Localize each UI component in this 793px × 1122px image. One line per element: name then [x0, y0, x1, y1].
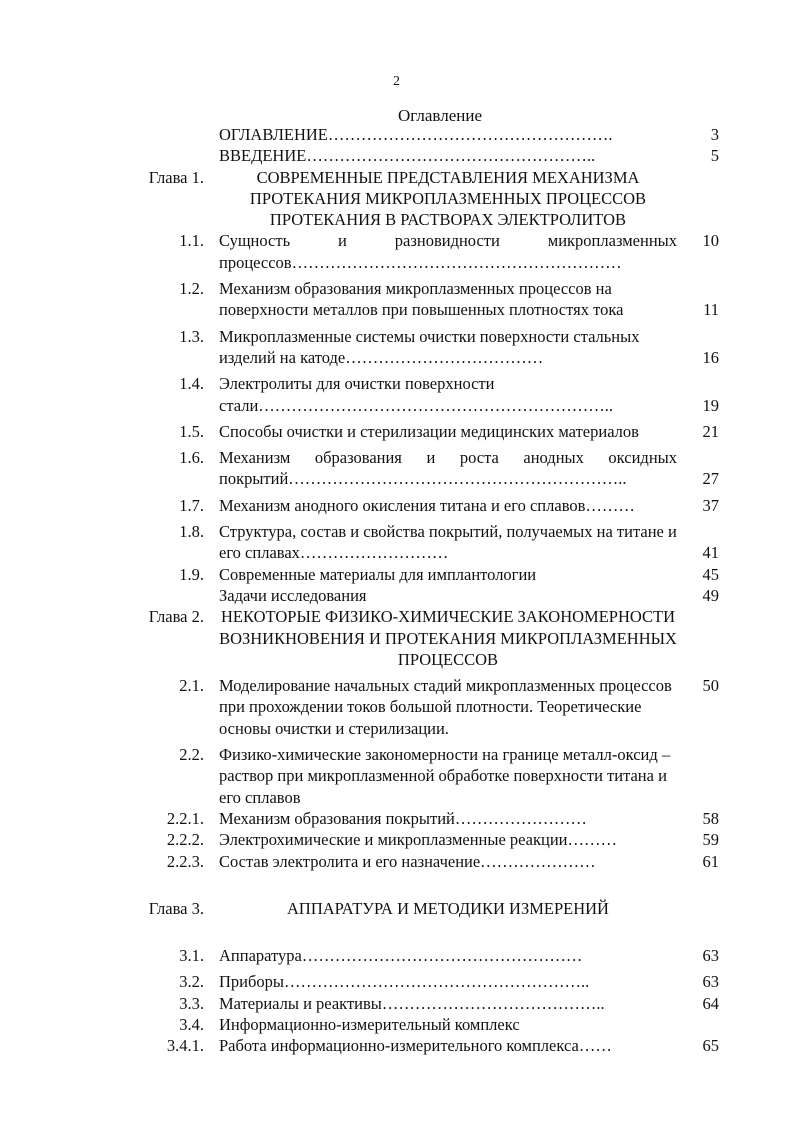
entry-number: 1.5.	[179, 421, 204, 441]
entry-text: Физико-химические закономерности на границе металл-оксид – раствор при микроплазменной обработке поверхности титана и его сплавов	[219, 745, 671, 807]
entry-page: 21	[702, 421, 719, 441]
entry-text: ОГЛАВЛЕНИЕ…………………………………………….	[219, 125, 613, 144]
toc-entry	[0, 945, 793, 966]
entry-number: 2.2.2.	[166, 830, 204, 850]
entry-text: Механизм образования покрытий……………………	[219, 808, 587, 828]
entry-number: 1.1.	[179, 231, 204, 251]
entry-page: 45	[702, 564, 719, 584]
toc-entry	[0, 230, 793, 273]
entry-number: 3.1.	[179, 946, 204, 966]
entry-page: 5	[710, 146, 719, 166]
chapter-title: АППАРАТУРА И МЕТОДИКИ ИЗМЕРЕНИЙ	[287, 898, 609, 918]
toc-entry	[0, 421, 793, 442]
toc-entry	[0, 447, 793, 490]
entry-text: Структура, состав и свойства покрытий, получаемых на титане и его сплавах………………………	[219, 522, 677, 563]
entry-page: 65	[702, 1036, 719, 1056]
chapter-2-heading	[0, 606, 793, 670]
toc-entry	[0, 585, 793, 606]
entry-page: 37	[702, 495, 719, 515]
entry-number: 1.2.	[179, 279, 204, 299]
entry-text: Информационно-измерительный комплекс	[219, 1014, 520, 1034]
toc-entry	[0, 851, 793, 872]
entry-page: 63	[702, 972, 719, 992]
toc-entry	[0, 1014, 793, 1035]
entry-text: Современные материалы для имплантологии	[219, 564, 537, 584]
entry-number: 1.6.	[179, 448, 204, 468]
entry-page: 41	[702, 543, 719, 563]
entry-text: ВВЕДЕНИЕ……………………………………………..	[219, 146, 596, 166]
chapter-3-heading	[0, 898, 793, 919]
page-number: 2	[393, 74, 400, 89]
entry-page: 63	[702, 946, 719, 966]
toc-entry	[0, 564, 793, 585]
toc-entry	[0, 278, 793, 321]
entry-number: 3.4.	[179, 1014, 204, 1034]
toc-entry	[0, 1035, 793, 1056]
entry-text: Задачи исследования	[219, 585, 367, 605]
entry-text: Моделирование начальных стадий микроплазменных процессов при прохождении токов большой плотности. Теоретические основы очистки и стерилизации.	[219, 676, 672, 738]
entry-number: 3.2.	[179, 972, 204, 992]
entry-page: 58	[702, 808, 719, 828]
entry-text: Способы очистки и стерилизации медицинских материалов	[219, 421, 639, 441]
chapter-label: Глава 3.	[148, 898, 204, 918]
chapter-label: Глава 2.	[148, 607, 204, 627]
toc-entry	[0, 993, 793, 1014]
entry-number: 2.2.1.	[166, 808, 204, 828]
toc-entry	[0, 373, 793, 416]
toc-entry	[0, 971, 793, 992]
toc-heading: Оглавление	[398, 106, 482, 125]
entry-page: 64	[702, 993, 719, 1013]
entry-text: Работа информационно-измерительного комплекса……	[219, 1036, 612, 1056]
entry-page: 11	[703, 300, 719, 320]
toc-entry	[0, 675, 793, 739]
toc-entry	[0, 495, 793, 516]
toc-entry	[0, 521, 793, 564]
entry-number: 3.3.	[179, 993, 204, 1013]
entry-text: Электрохимические и микроплазменные реакции………	[219, 830, 618, 850]
entry-text: Микроплазменные системы очистки поверхности стальных изделий на катоде………………………………	[219, 326, 640, 367]
entry-number: 1.9.	[179, 564, 204, 584]
toc-entry-introduction	[0, 145, 793, 166]
entry-page: 10	[702, 231, 719, 251]
entry-text: Приборы………………………………………………..	[219, 972, 590, 992]
entry-number: 1.4.	[179, 374, 204, 394]
entry-number: 1.3.	[179, 326, 204, 346]
entry-page: 19	[702, 395, 719, 415]
entry-text: Аппаратура……………………………………………	[219, 946, 583, 966]
toc-entry	[0, 808, 793, 829]
entry-number: 2.2.3.	[166, 851, 204, 871]
entry-page: 59	[702, 830, 719, 850]
entry-page: 27	[702, 469, 719, 489]
entry-number: 1.7.	[179, 495, 204, 515]
table-of-contents	[0, 124, 793, 1057]
entry-page: 49	[702, 585, 719, 605]
entry-text: Электролиты для очистки поверхности стали………………………………………………………..	[219, 374, 614, 415]
entry-page: 50	[702, 676, 719, 696]
entry-number: 2.2.	[179, 745, 204, 765]
toc-entry	[0, 829, 793, 850]
entry-number: 1.8.	[179, 522, 204, 542]
entry-page: 61	[702, 851, 719, 871]
toc-entry	[0, 326, 793, 369]
entry-page: 16	[702, 347, 719, 367]
entry-text: Механизм анодного окисления титана и его сплавов………	[219, 495, 635, 515]
entry-text: Механизм образования микроплазменных процессов на поверхности металлов при повышенных плотностях тока	[219, 279, 624, 320]
entry-text: Сущность и разновидности микроплазменных процессов……………………………………………………	[219, 231, 677, 272]
entry-text: Материалы и реактивы…………………………………..	[219, 993, 605, 1013]
toc-entry	[0, 744, 793, 808]
chapter-1-heading	[0, 167, 793, 231]
entry-text: Состав электролита и его назначение…………………	[219, 851, 596, 871]
chapter-title: СОВРЕМЕННЫЕ ПРЕДСТАВЛЕНИЯ МЕХАНИЗМА ПРОТЕКАНИЯ МИКРОПЛАЗМЕННЫХ ПРОЦЕССОВ ПРОТЕКАНИЯ В РАСТВОРАХ ЭЛЕКТРОЛИТОВ	[249, 167, 647, 230]
entry-page: 3	[710, 125, 719, 144]
chapter-label: Глава 1.	[148, 167, 204, 187]
entry-text: Механизм образования и роста анодных оксидных покрытий……………………………………………………..	[219, 448, 677, 489]
chapter-title: НЕКОТОРЫЕ ФИЗИКО-ХИМИЧЕСКИЕ ЗАКОНОМЕРНОСТИ ВОЗНИКНОВЕНИЯ И ПРОТЕКАНИЯ МИКРОПЛАЗМЕННЫХ ПРОЦЕССОВ	[219, 607, 677, 669]
toc-entry-contents	[0, 124, 793, 145]
entry-number: 3.4.1.	[166, 1036, 204, 1056]
entry-number: 2.1.	[179, 676, 204, 696]
